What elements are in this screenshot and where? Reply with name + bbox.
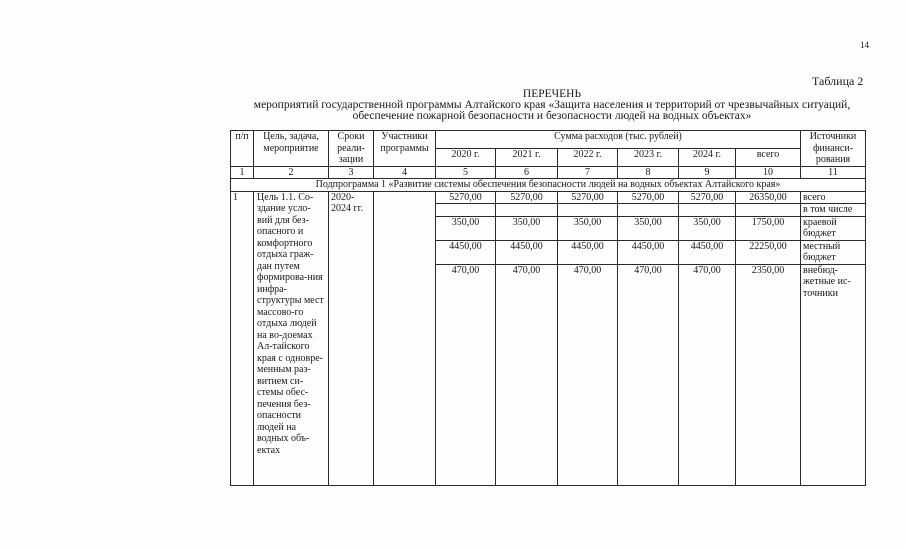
- amount-cell: 4450,00: [679, 240, 736, 264]
- amount-cell: 4450,00: [436, 240, 496, 264]
- amount-cell: 5270,00: [436, 191, 496, 204]
- column-number: 6: [496, 166, 558, 179]
- heading-title: ПЕРЕЧЕНЬ: [522, 88, 582, 100]
- header-goal: Цель, задача, мероприятие: [254, 131, 329, 167]
- amount-cell: [679, 204, 736, 217]
- column-number: 5: [436, 166, 496, 179]
- header-total: всего: [736, 148, 801, 166]
- table-row: [231, 191, 866, 204]
- subprogram-row: [231, 179, 866, 192]
- amount-cell: 5270,00: [496, 191, 558, 204]
- amount-cell: [436, 204, 496, 217]
- amount-total-cell: 2350,00: [736, 264, 801, 485]
- header-term: Сроки реали-зации: [329, 131, 374, 167]
- amount-cell: 470,00: [436, 264, 496, 485]
- amount-cell: 5270,00: [679, 191, 736, 204]
- amount-cell: 350,00: [558, 216, 618, 240]
- amount-total-cell: 26350,00: [736, 191, 801, 204]
- source-cell: краевой бюджет: [801, 216, 866, 240]
- amount-cell: 350,00: [679, 216, 736, 240]
- header-year: 2024 г.: [679, 148, 736, 166]
- amount-cell: 350,00: [496, 216, 558, 240]
- column-number: 7: [558, 166, 618, 179]
- measures-table: [230, 130, 866, 486]
- column-number: 9: [679, 166, 736, 179]
- column-number: 10: [736, 166, 801, 179]
- column-number: 4: [374, 166, 436, 179]
- amount-cell: 470,00: [679, 264, 736, 485]
- heading-subtitle: мероприятий государственной программы Алтайского края «Защита населения и территорий от чрезвычайных ситуаций, обеспечение пожарной безопасности и безопасности людей на водных объектах»: [253, 99, 851, 122]
- amount-cell: 470,00: [496, 264, 558, 485]
- header-participants: Участники программы: [374, 131, 436, 167]
- column-number: 3: [329, 166, 374, 179]
- column-number: 8: [618, 166, 679, 179]
- amount-total-cell: 22250,00: [736, 240, 801, 264]
- source-cell: в том числе: [801, 204, 866, 217]
- column-number: 2: [254, 166, 329, 179]
- source-cell: внебюд-жетные ис-точники: [801, 264, 866, 485]
- column-numbers-row: [231, 166, 866, 179]
- header-row: [231, 131, 866, 149]
- header-sum: Сумма расходов (тыс. рублей): [436, 131, 801, 149]
- subprogram-title: Подпрограмма 1 «Развитие системы обеспечения безопасности людей на водных объектах Алтайского края»: [231, 179, 866, 192]
- amount-cell: [618, 204, 679, 217]
- amount-total-cell: 1750,00: [736, 216, 801, 240]
- amount-total-cell: [736, 204, 801, 217]
- amount-cell: 350,00: [436, 216, 496, 240]
- row-term: 2020-2024 гг.: [329, 191, 374, 485]
- amount-cell: 5270,00: [558, 191, 618, 204]
- table-label: Таблица 2: [812, 74, 864, 88]
- row-participants: [374, 191, 436, 485]
- amount-cell: 350,00: [618, 216, 679, 240]
- amount-cell: 470,00: [618, 264, 679, 485]
- header-year: 2021 г.: [496, 148, 558, 166]
- amount-cell: 470,00: [558, 264, 618, 485]
- amount-cell: 4450,00: [496, 240, 558, 264]
- source-cell: всего: [801, 191, 866, 204]
- amount-cell: [496, 204, 558, 217]
- header-year: 2023 г.: [618, 148, 679, 166]
- row-num: 1: [231, 191, 254, 485]
- source-cell: местный бюджет: [801, 240, 866, 264]
- column-number: 1: [231, 166, 254, 179]
- column-number: 11: [801, 166, 866, 179]
- amount-cell: [558, 204, 618, 217]
- header-num: п/п: [231, 131, 254, 167]
- header-year: 2022 г.: [558, 148, 618, 166]
- page-number: 14: [860, 40, 869, 50]
- amount-cell: 5270,00: [618, 191, 679, 204]
- header-sources: Источники финанси-рования: [801, 131, 866, 167]
- document-heading: [232, 89, 872, 122]
- amount-cell: 4450,00: [618, 240, 679, 264]
- amount-cell: 4450,00: [558, 240, 618, 264]
- row-goal: Цель 1.1. Со-здание усло-вий для без-опасного и комфортного отдыха граж-дан путем формирова-ния инфра-структуры мест массово-го отдыха людей на во-доемах Ал-тайского края с одновре-менным раз-витием си-стемы обес-печения без-опасности людей на водных объ-ектах: [254, 191, 329, 485]
- header-year: 2020 г.: [436, 148, 496, 166]
